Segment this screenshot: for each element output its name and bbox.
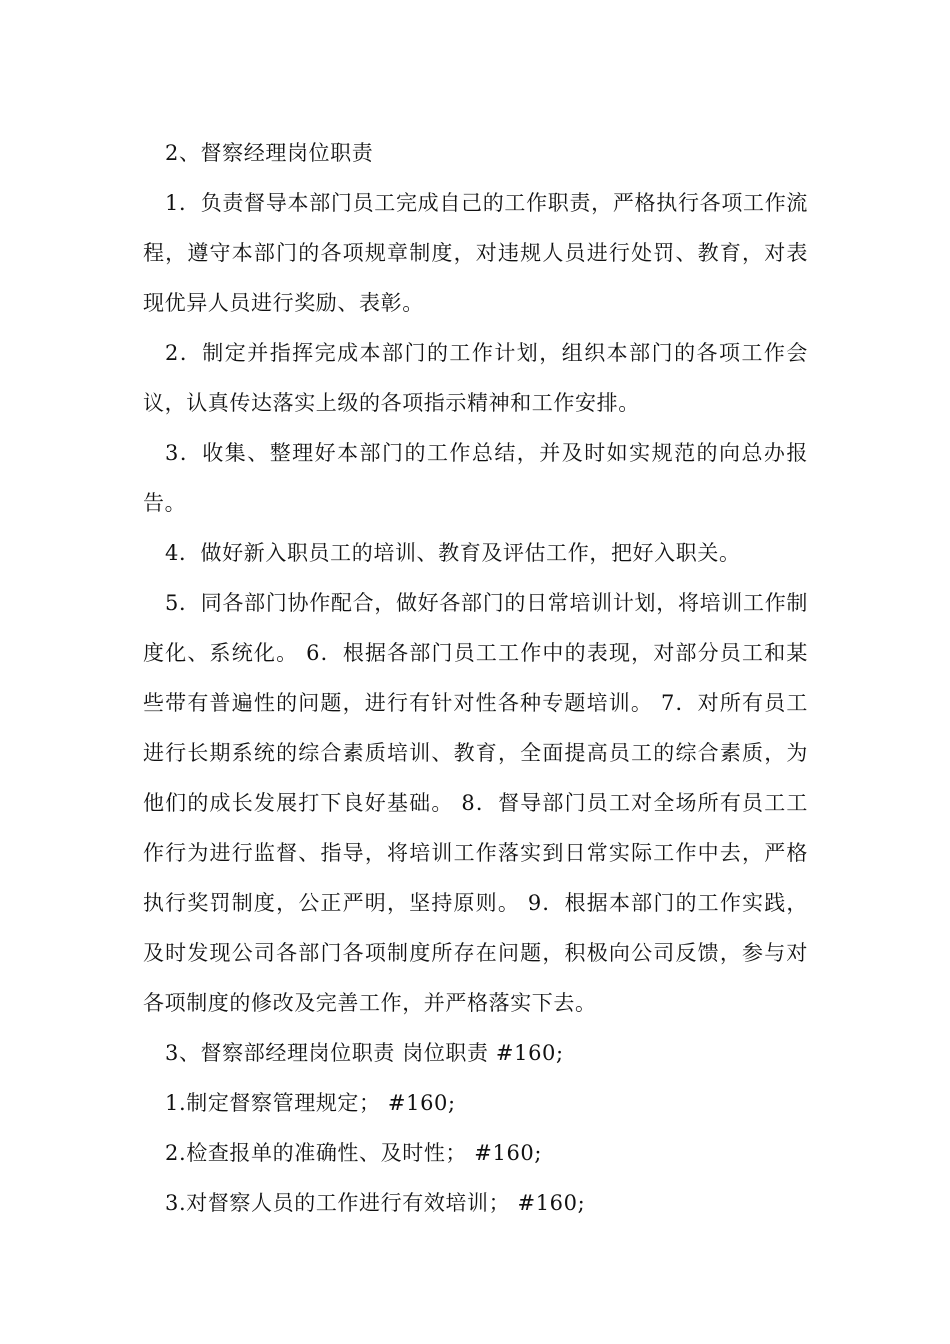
section-3-title: 3、督察部经理岗位职责 岗位职责 #160; <box>165 1041 564 1065</box>
section-2-item-5: 5．同各部门协作配合，做好各部门的日常培训计划，将培训工作制度化、系统化。 6．根据各部门员工工作中的表现，对部分员工和某些带有普遍性的问题，进行有针对性各种专题培训。 7．对所有员工进行长期系统的综合素质培训、教育，全面提高员工的综合素质，为他们的成长发展打下良好基础。 8．督导部门员工对全场所有员工工作行为进行监督、指导，将培训工作落实到日常实际工作中去，严格执行奖罚制度，公正严明，坚持原则。 9．根据本部门的工作实践，及时发现公司各部门各项制度所存在问题，积极向公司反馈，参与对各项制度的修改及完善工作，并严格落实下去。 <box>143 591 808 1015</box>
section-3-item-2: 2.检查报单的准确性、及时性； #160; <box>165 1141 543 1165</box>
section-3-item-1: 1.制定督察管理规定； #160; <box>165 1091 456 1115</box>
section-2-item-4: 4．做好新入职员工的培训、教育及评估工作，把好入职关。 <box>165 541 741 565</box>
section-3-item-3: 3.对督察人员的工作进行有效培训； #160; <box>165 1191 586 1215</box>
section-2-item-1: 1．负责督导本部门员工完成自己的工作职责，严格执行各项工作流程，遵守本部门的各项规章制度，对违规人员进行处罚、教育，对表现优异人员进行奖励、表彰。 <box>143 191 808 315</box>
document-body <box>143 128 808 1228</box>
section-2-title: 2、督察经理岗位职责 <box>165 141 374 165</box>
section-2-item-2: 2．制定并指挥完成本部门的工作计划，组织本部门的各项工作会议，认真传达落实上级的各项指示精神和工作安排。 <box>143 341 808 415</box>
section-2-item-3: 3．收集、整理好本部门的工作总结，并及时如实规范的向总办报告。 <box>143 441 808 515</box>
